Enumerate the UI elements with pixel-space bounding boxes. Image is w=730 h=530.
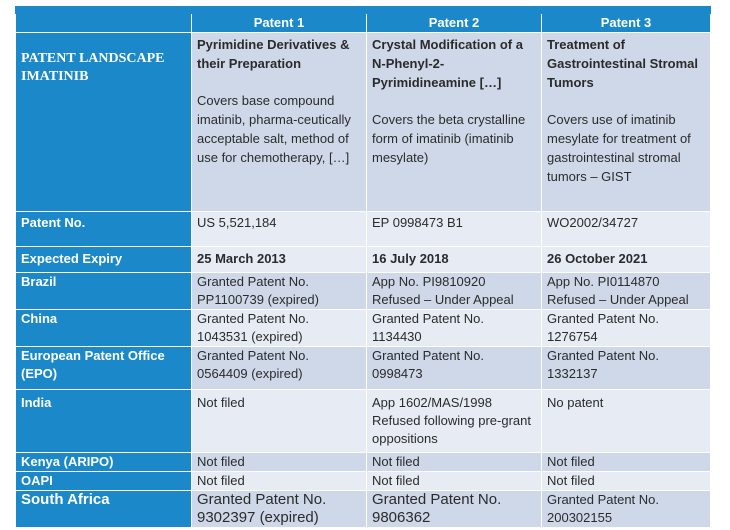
patent-1-expiry: 25 March 2013	[192, 247, 367, 273]
oapi-row	[16, 472, 711, 491]
india-row	[16, 390, 711, 453]
patent-1-title: Pyrimidine Derivatives & their Preparation	[197, 37, 350, 71]
oapi-patent-1: Not filed	[192, 472, 367, 491]
south-africa-patent-1: Granted Patent No. 9302397 (expired)	[192, 491, 367, 528]
india-patent-1: Not filed	[192, 390, 367, 453]
patent-3-header: Patent 3	[542, 14, 711, 33]
india-patent-3: No patent	[542, 390, 711, 453]
patent-number-row	[16, 212, 711, 247]
oapi-patent-2: Not filed	[367, 472, 542, 491]
patent-2-cell	[367, 33, 542, 212]
row-label-kenya: Kenya (ARIPO)	[16, 453, 192, 472]
row-label-china: China	[16, 310, 192, 347]
header-corner	[16, 14, 192, 33]
patent-3-title: Treatment of Gastrointestinal Stromal Tumors	[547, 37, 698, 90]
patent-1-number: US 5,521,184	[192, 212, 367, 247]
brazil-patent-1: Granted Patent No. PP1100739 (expired)	[192, 273, 367, 310]
patent-3-cell	[542, 33, 711, 212]
oapi-patent-3: Not filed	[542, 472, 711, 491]
kenya-patent-1: Not filed	[192, 453, 367, 472]
kenya-patent-3: Not filed	[542, 453, 711, 472]
epo-patent-1: Granted Patent No. 0564409 (expired)	[192, 347, 367, 390]
brazil-patent-3: App No. PI0114870 Refused – Under Appeal	[542, 273, 711, 310]
row-label-india: India	[16, 390, 192, 453]
patent-1-description: Covers base compound imatinib, pharma-ceutically acceptable salt, method of use for chemotherapy, […]	[197, 93, 351, 165]
patent-2-description: Covers the beta crystalline form of imatinib (imatinib mesylate)	[372, 112, 526, 165]
south-africa-patent-2: Granted Patent No. 9806362	[367, 491, 542, 528]
patent-landscape-table	[15, 6, 711, 528]
row-label-south-africa: South Africa	[16, 491, 192, 528]
china-patent-2: Granted Patent No. 1134430	[367, 310, 542, 347]
row-label-oapi: OAPI	[16, 472, 192, 491]
top-strip	[16, 7, 711, 14]
epo-row	[16, 347, 711, 390]
row-label-brazil: Brazil	[16, 273, 192, 310]
kenya-patent-2: Not filed	[367, 453, 542, 472]
patent-1-cell	[192, 33, 367, 212]
patent-3-description: Covers use of imatinib mesylate for treatment of gastrointestinal stromal tumors – GIST	[547, 112, 691, 184]
india-patent-2: App 1602/MAS/1998 Refused following pre-grant oppositions	[367, 390, 542, 453]
patent-3-number: WO2002/34727	[542, 212, 711, 247]
patent-2-header: Patent 2	[367, 14, 542, 33]
row-label-epo: European Patent Office (EPO)	[16, 347, 192, 390]
patent-3-expiry: 26 October 2021	[542, 247, 711, 273]
epo-patent-3: Granted Patent No. 1332137	[542, 347, 711, 390]
china-row	[16, 310, 711, 347]
kenya-row	[16, 453, 711, 472]
south-africa-row	[16, 491, 711, 528]
china-patent-1: Granted Patent No. 1043531 (expired)	[192, 310, 367, 347]
patent-1-header: Patent 1	[192, 14, 367, 33]
patent-2-title: Crystal Modification of a N-Phenyl-2-Pyrimidineamine […]	[372, 37, 523, 90]
patent-titles-row	[16, 33, 711, 212]
brazil-patent-2: App No. PI9810920 Refused – Under Appeal	[367, 273, 542, 310]
epo-patent-2: Granted Patent No. 0998473	[367, 347, 542, 390]
brazil-row	[16, 273, 711, 310]
row-label-expected-expiry: Expected Expiry	[16, 247, 192, 273]
row-label-patent-no: Patent No.	[16, 212, 192, 247]
landscape-title: PATENT LANDSCAPE IMATINIB	[16, 33, 192, 212]
south-africa-patent-3: Granted Patent No. 200302155	[542, 491, 711, 528]
patent-landscape-table-container	[15, 6, 710, 524]
patent-header-row	[16, 14, 711, 33]
expected-expiry-row	[16, 247, 711, 273]
patent-2-expiry: 16 July 2018	[367, 247, 542, 273]
patent-2-number: EP 0998473 B1	[367, 212, 542, 247]
china-patent-3: Granted Patent No. 1276754	[542, 310, 711, 347]
